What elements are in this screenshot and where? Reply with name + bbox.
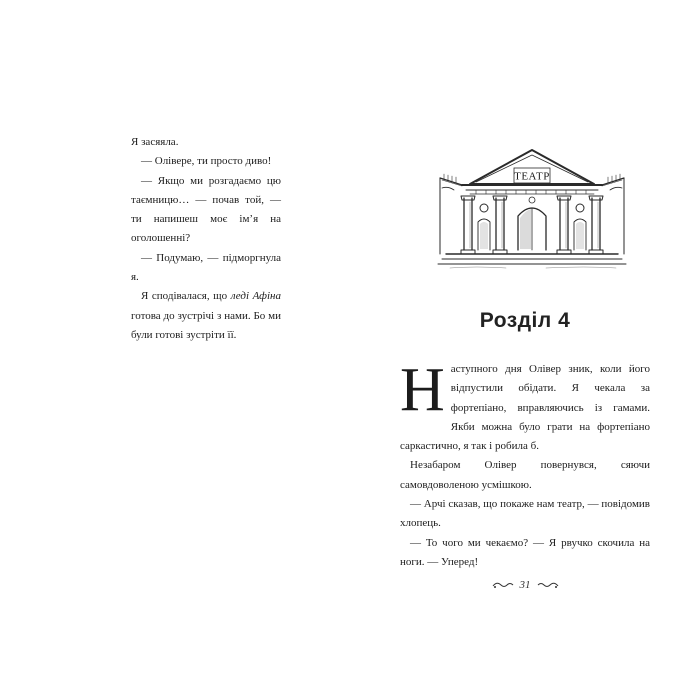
page-number: 31 [519, 579, 531, 591]
paragraph-text: аступного дня Олівер зник, коли його відпустили обідати. Я чекала за фортепіано, вправляючись із гамами. Якби можна було грати на фортепіано саркастично, я так і робила б. [400, 363, 650, 453]
window-shade [480, 222, 488, 249]
door-shade [520, 209, 531, 249]
paragraph-text: готова до зустрічі з нами. Бо ми були готові зустріти її. [131, 309, 281, 341]
drop-cap: Н [400, 356, 445, 424]
paragraph-text: Я сподівалася, що [141, 290, 231, 303]
left-page-text [131, 133, 281, 345]
emphasized-name: леді Афіна [230, 290, 281, 303]
page-footer [480, 576, 570, 594]
right-page-text [400, 356, 650, 572]
chapter-title: Розділ 4 [479, 309, 571, 332]
paragraph: — То чого ми чекаємо? — Я рвучко скочила на ноги. — Уперед! [400, 536, 650, 568]
first-paragraph [400, 356, 650, 456]
right-flourish-icon [537, 580, 559, 590]
paragraph: Незабаром Олівер повернувся, сяючи самовдоволеною усмішкою. [400, 459, 650, 491]
paragraph: Я засяяла. [131, 136, 179, 148]
paragraph: — Подумаю, — підморгнула я. [131, 251, 281, 284]
paragraph: — Арчі сказав, що покаже нам театр, — повідомив хлопець. [400, 498, 650, 530]
paragraph [131, 287, 281, 345]
paragraph: — Олівере, ти просто диво! [141, 155, 272, 168]
right-page [350, 0, 700, 700]
theatre-building-illustration [436, 138, 628, 270]
window-shade [576, 222, 584, 249]
theatre-sign-text: ТЕАТР [514, 170, 550, 183]
left-flourish-icon [492, 580, 514, 590]
paragraph: — Якщо ми розгадаємо цю таємницю… — почав той, — ти напишеш моє ім’я на оголошенні? [131, 174, 281, 245]
